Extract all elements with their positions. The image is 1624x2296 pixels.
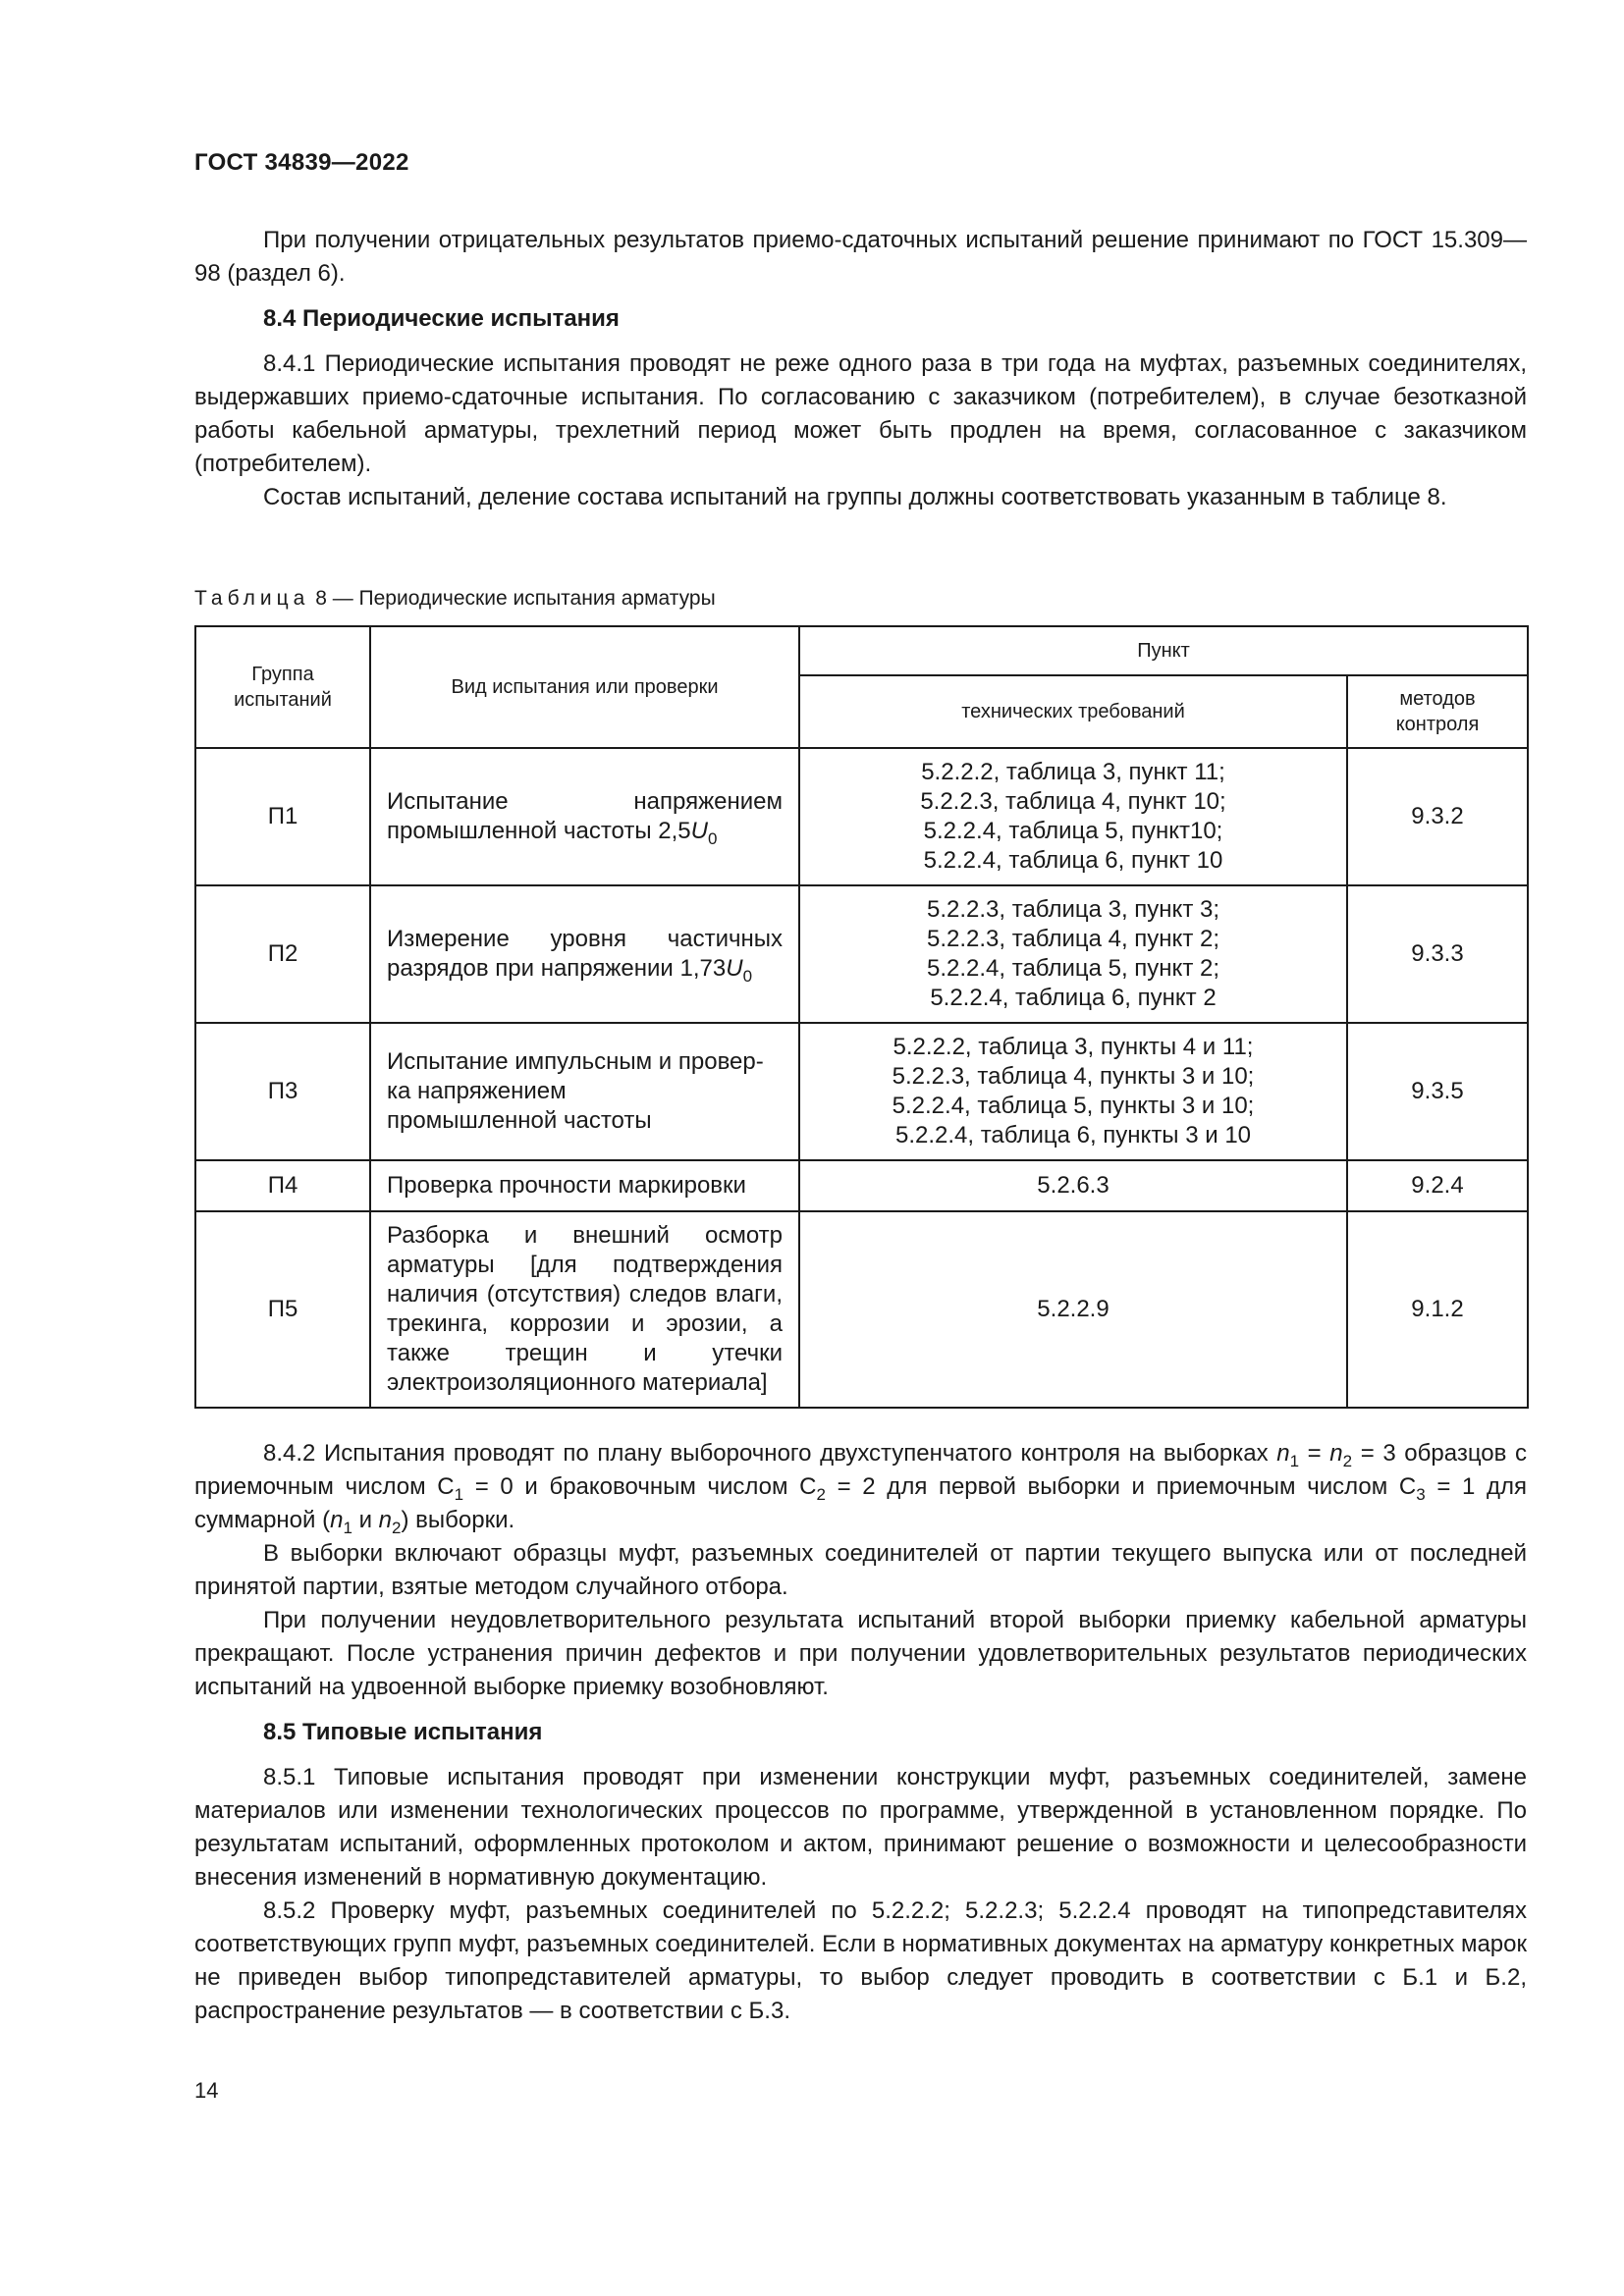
cell-type: Разборка и внешний осмотр арматуры [для подтверждения наличия (отсутствия) следов влаги, трекинга, коррозии и эрозии, а также трещин и утечки электроизоляционного материала] xyxy=(370,1211,799,1408)
paragraph-table-ref: Состав испытаний, деление состава испытаний на группы должны соответствовать указанным в таблице 8. xyxy=(263,484,1447,510)
header-methods: методов контроля xyxy=(1347,675,1528,748)
cell-tech-line: 5.2.2.4, таблица 5, пункт 2; xyxy=(926,955,1220,982)
cell-tech-line: 5.2.2.4, таблица 6, пункт 2 xyxy=(930,985,1217,1011)
cell-tech-line: 5.2.2.4, таблица 5, пункты 3 и 10; xyxy=(892,1093,1255,1119)
cell-tech-line: 5.2.2.4, таблица 6, пункты 3 и 10 xyxy=(894,1122,1252,1148)
periodic-tests-table xyxy=(194,625,1529,1409)
p842-sub-1: 1 xyxy=(1289,1452,1300,1470)
header-type: Вид испытания или проверки xyxy=(370,626,799,748)
cell-type: Проверка прочности маркировки xyxy=(370,1160,799,1211)
cell-tech-line: 5.2.2.4, таблица 6, пункт 10 xyxy=(923,847,1223,874)
document-code: ГОСТ 34839—2022 xyxy=(194,149,409,176)
p842-text-3: = 3 образцов с приемочным числом С xyxy=(194,1440,1527,1500)
header-tech: технических требований xyxy=(799,675,1347,748)
table-row xyxy=(195,1211,1528,1408)
cell-tech: 5.2.2.9 xyxy=(799,1211,1347,1408)
p842-text-8: ) выборки. xyxy=(401,1507,515,1533)
p842-var-n4: n xyxy=(378,1507,393,1533)
p842-text-5: = 2 для первой выборки и приемочным числом С xyxy=(825,1473,1417,1500)
cell-type xyxy=(370,1023,799,1160)
cell-type-text: Испытание напряжением промышленной частоты 2,5 xyxy=(387,788,783,844)
cell-group: П5 xyxy=(195,1211,370,1408)
p842-sub-c3: 3 xyxy=(1416,1485,1426,1504)
section-8-5-title: 8.5 Типовые испытания xyxy=(263,1719,543,1745)
p842-var-n2: n xyxy=(1329,1440,1343,1467)
cell-method: 9.3.3 xyxy=(1347,885,1528,1023)
after-table-block xyxy=(194,1437,1527,2028)
table-caption xyxy=(194,585,716,613)
cell-tech xyxy=(799,1023,1347,1160)
table-row xyxy=(195,1023,1528,1160)
p842-sub-2: 2 xyxy=(1342,1452,1353,1470)
cell-type xyxy=(370,748,799,885)
cell-type-line: Испытание импульсным и провер- xyxy=(387,1048,764,1075)
cell-tech-line: 5.2.2.3, таблица 3, пункт 3; xyxy=(926,896,1220,923)
cell-tech-line: 5.2.2.2, таблица 3, пункт 11; xyxy=(921,759,1225,785)
cell-type-line: ка напряжением xyxy=(387,1078,567,1104)
cell-tech xyxy=(799,885,1347,1023)
cell-tech xyxy=(799,748,1347,885)
cell-group: П4 xyxy=(195,1160,370,1211)
cell-tech-line: 5.2.2.2, таблица 3, пункты 4 и 11; xyxy=(893,1034,1254,1060)
intro-paragraph: При получении отрицательных результатов приемо-сдаточных испытаний решение принимают по ГОСТ 15.309—98 (раздел 6). xyxy=(194,227,1527,287)
cell-tech-line: 5.2.2.4, таблица 5, пункт10; xyxy=(923,818,1223,844)
intro-block xyxy=(194,224,1527,514)
cell-type-line: промышленной частоты xyxy=(387,1107,652,1134)
cell-tech-line: 5.2.2.3, таблица 4, пункт 2; xyxy=(926,926,1220,952)
table-row xyxy=(195,885,1528,1023)
section-8-4-title: 8.4 Периодические испытания xyxy=(263,305,620,332)
paragraph-8-5-2: 8.5.2 Проверку муфт, разъемных соединителей по 5.2.2.2; 5.2.2.3; 5.2.2.4 проводят на типопредставителях соответствующих групп муфт, разъемных соединителей. Если в нормативных документах на арматуру конкретных марок не приведен выбор типопредставителей арматуры, то выбор следует проводить в соответствии с Б.1 и Б.2, распространение результатов — в соответствии с Б.3. xyxy=(194,1897,1527,2024)
paragraph-8-5-1: 8.5.1 Типовые испытания проводят при изменении конструкции муфт, разъемных соединителей, замене материалов или изменении технологических процессов по программе, утвержденной в установленном порядке. По результатам испытаний, оформленных протоколом и актом, принимают решение о возможности и целесообразности внесения изменений в нормативную документацию. xyxy=(194,1764,1527,1891)
p842-sub-c1: 1 xyxy=(454,1485,464,1504)
cell-method: 9.3.2 xyxy=(1347,748,1528,885)
table-caption-rest: 8 — Периодические испытания арматуры xyxy=(315,587,716,610)
cell-method: 9.2.4 xyxy=(1347,1160,1528,1211)
p842-text-6: = 1 для суммарной ( xyxy=(194,1473,1528,1533)
p842-text-7: и xyxy=(352,1507,379,1533)
header-group: Группа испытаний xyxy=(195,626,370,748)
p842-sub-c2: 2 xyxy=(816,1485,826,1504)
p842-sub-4: 2 xyxy=(392,1519,402,1537)
p842-var-n3: n xyxy=(330,1507,344,1533)
cell-method: 9.3.5 xyxy=(1347,1023,1528,1160)
p842-text-2: = xyxy=(1299,1440,1330,1467)
paragraph-8-4-1: 8.4.1 Периодические испытания проводят не реже одного раза в три года на муфтах, разъемных соединителях, выдержавших приемо-сдаточные испытания. По согласованию с заказчиком (потребителем), в случае безотказной работы кабельной арматуры, трехлетний период может быть продлен на время, согласованное с заказчиком (потребителем). xyxy=(194,350,1527,477)
cell-method: 9.1.2 xyxy=(1347,1211,1528,1408)
table-row xyxy=(195,1160,1528,1211)
cell-type-var: U xyxy=(726,955,743,982)
header-point: Пункт xyxy=(799,626,1528,675)
page-number: 14 xyxy=(194,2078,219,2103)
paragraph-failure: При получении неудовлетворительного результата испытаний второй выборки приемку кабельной арматуры прекращают. После устранения причин дефектов и при получении удовлетворительных результатов периодических испытаний на удвоенной выборке приемку возобновляют. xyxy=(194,1607,1527,1700)
table-caption-word: Таблица xyxy=(194,587,310,610)
cell-tech-line: 5.2.2.3, таблица 4, пункт 10; xyxy=(920,788,1226,815)
cell-type-text: Измерение уровня частичных разрядов при напряжении 1,73 xyxy=(387,926,783,982)
cell-tech: 5.2.6.3 xyxy=(799,1160,1347,1211)
cell-tech-line: 5.2.2.3, таблица 4, пункты 3 и 10; xyxy=(892,1063,1255,1090)
paragraph-samples: В выборки включают образцы муфт, разъемных соединителей от партии текущего выпуска или от последней принятой партии, взятые методом случайного отбора. xyxy=(194,1540,1527,1600)
p842-text-1: 8.4.2 Испытания проводят по плану выборочного двухступенчатого контроля на выборках xyxy=(263,1440,1277,1467)
paragraph-8-4-2 xyxy=(194,1437,1527,1537)
table-header-row-1 xyxy=(195,626,1528,675)
cell-type xyxy=(370,885,799,1023)
cell-type-var: U xyxy=(690,818,708,844)
table-row xyxy=(195,748,1528,885)
p842-var-n1: n xyxy=(1276,1440,1290,1467)
cell-group: П3 xyxy=(195,1023,370,1160)
p842-text-4: = 0 и браковочным числом С xyxy=(463,1473,817,1500)
cell-group: П1 xyxy=(195,748,370,885)
p842-sub-3: 1 xyxy=(343,1519,352,1537)
cell-type-sub: 0 xyxy=(742,967,753,986)
cell-type-sub: 0 xyxy=(708,829,718,848)
cell-group: П2 xyxy=(195,885,370,1023)
